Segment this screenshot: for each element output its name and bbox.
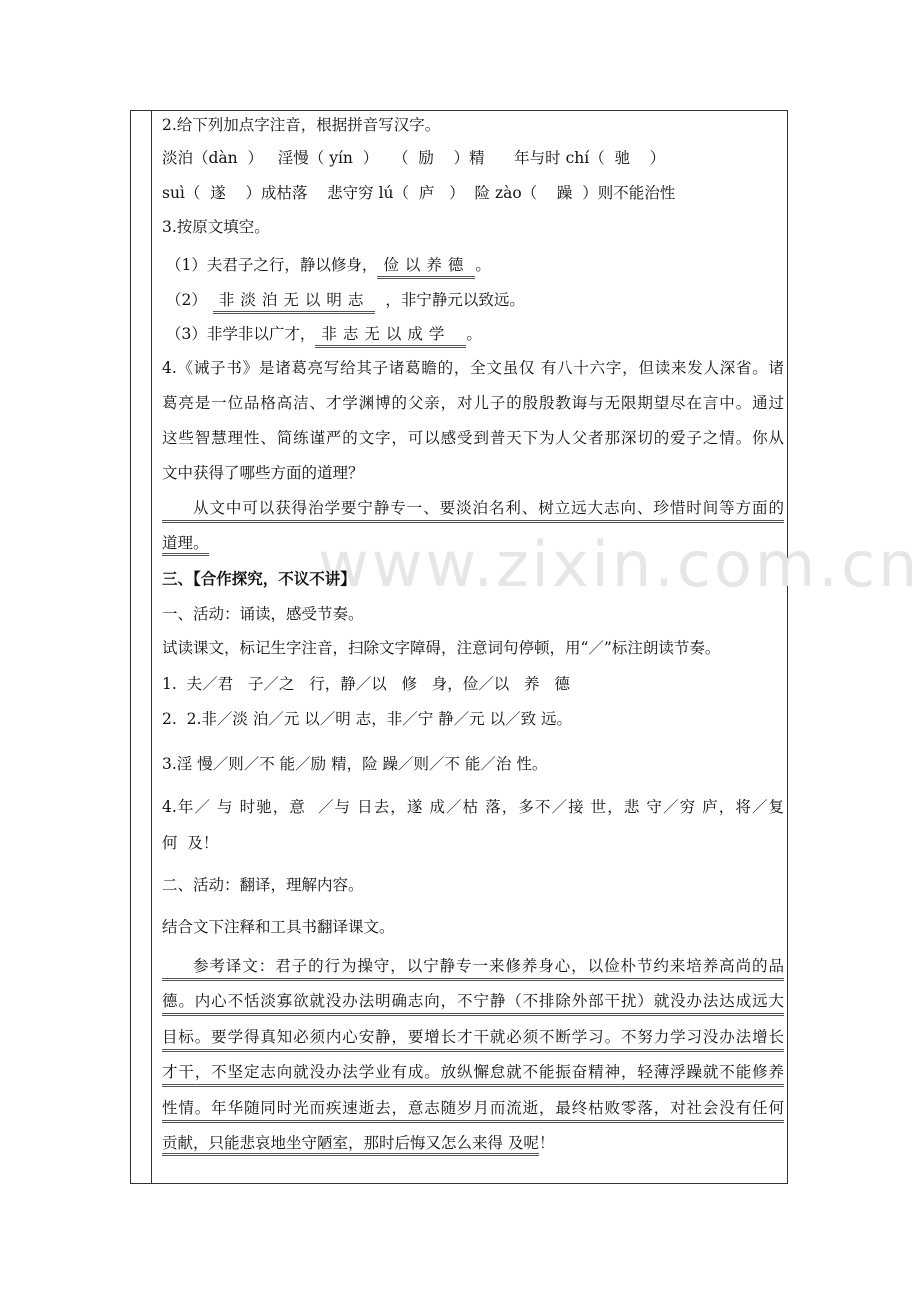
q3-title: 3.按原文填空。: [162, 218, 270, 236]
translation-line-4: 才干，不坚定志向就没办法学业有成。放纵懈怠就不能振奋精神，轻薄浮躁就不能修养: [162, 1061, 784, 1087]
table-column-divider: [151, 110, 152, 1184]
q3-item-1-answer: 俭以养德: [377, 254, 475, 279]
translation-line-2: 德。内心不恬淡寡欲就没办法明确志向，不宁静（不排除外部干扰）就没办法达成远大: [162, 990, 784, 1016]
q4-line-4: 文中获得了哪些方面的道理？: [162, 464, 364, 482]
q4-answer-line-2-text: 道理。: [162, 534, 209, 556]
q4-line-3: 这些智慧理性、简练谨严的文字，可以感受到普天下为人父者那深切的爱子之情。你从: [162, 429, 784, 447]
translation-line-3: 目标。要学得真知必须内心安静，要增长才干就必须不断学习。不努力学习没办法增长: [162, 1026, 784, 1052]
activity2: 二、活动：翻译，理解内容。: [162, 876, 364, 894]
q3-item-1-suffix: 。: [475, 256, 491, 274]
rhythm-instruction: 试读课文，标记生字注音，扫除文字障碍，注意词句停顿，用“／”标注朗读节奏。: [162, 639, 721, 657]
q4-answer-line-2: [162, 532, 784, 554]
translation-end-mark: ！: [538, 1134, 555, 1152]
translation-line-6: [162, 1132, 784, 1154]
section3-heading: 三、【合作探究，不议不讲】: [162, 569, 356, 588]
translation-line-6-text: 贡献，只能悲哀地坐守陋室，那时后悔又怎么来得 及呢: [162, 1134, 539, 1156]
q3-item-2-prefix: （2）: [166, 291, 207, 309]
translate-instruction: 结合文下注释和工具书翻译课文。: [162, 918, 395, 936]
q4-line-2: 葛亮是一位品格高洁、才学渊博的父亲，对儿子的殷殷教诲与无限期望尽在言中。通过: [162, 394, 784, 412]
rhythm-line-5: 何 及！: [162, 834, 219, 852]
translation-line-1: 参考译文：君子的行为操守，以宁静专一来修养身心，以俭朴节约来培养高尚的品: [162, 955, 784, 981]
translation-line-5: 性情。年华随同时光而疾速逝去，意志随岁月而流逝，最终枯败零落，对社会没有任何: [162, 1097, 784, 1123]
q3-item-3-prefix: （3）非学非以广才，: [166, 325, 316, 343]
q3-item-2-answer: 非淡泊无以明志: [213, 289, 376, 314]
rhythm-line-3: 3.淫 慢／则／不 能／励 精，险 躁／则／不 能／治 性。: [162, 755, 548, 773]
q3-item-3: [166, 323, 788, 348]
q3-item-3-suffix: 。: [466, 325, 482, 343]
q3-item-2-suffix: ，非宁静元以致远。: [385, 291, 525, 309]
q4-answer-line-1: 从文中可以获得治学要宁静专一、要淡泊名利、树立远大志向、珍惜时间等方面的: [162, 497, 784, 523]
rhythm-line-4: 4.年／ 与 时驰，意 ／与 日去，遂 成／枯 落，多不／接 世，悲 守／穷 庐，将／复: [162, 798, 784, 816]
q3-item-2: [166, 289, 788, 314]
rhythm-line-1: 1. 夫／君 子／之 行，静／以 修 身，俭／以 养 德: [162, 675, 570, 693]
rhythm-line-2: 2. 2.非／淡 泊／元 以／明 志，非／宁 静／元 以／致 远。: [162, 710, 572, 728]
q2-title: 2.给下列加点字注音，根据拼音写汉字。: [162, 116, 441, 134]
q3-item-1-prefix: （1）夫君子之行，静以修身，: [166, 256, 378, 274]
activity1: 一、活动：诵读，感受节奏。: [162, 605, 364, 623]
q3-item-3-answer: 非志无以成学: [315, 323, 466, 348]
q2-row1: 淡泊（dàn ） 淫慢（ yín ） （ 励 ）精 年与时 chí（ 驰 ）: [162, 149, 666, 167]
q2-row2: suì（ 遂 ）成枯落 悲守穷 lú（ 庐 ） 险 zào（ 躁 ）则不能治性: [162, 184, 676, 202]
q3-item-1: [166, 254, 788, 279]
q4-line-1: 4.《诫子书》是诸葛亮写给其子诸葛瞻的，全文虽仅 有八十六字，但读来发人深省。诸: [162, 359, 784, 377]
watermark: www.zixin.com.cn: [318, 528, 920, 601]
